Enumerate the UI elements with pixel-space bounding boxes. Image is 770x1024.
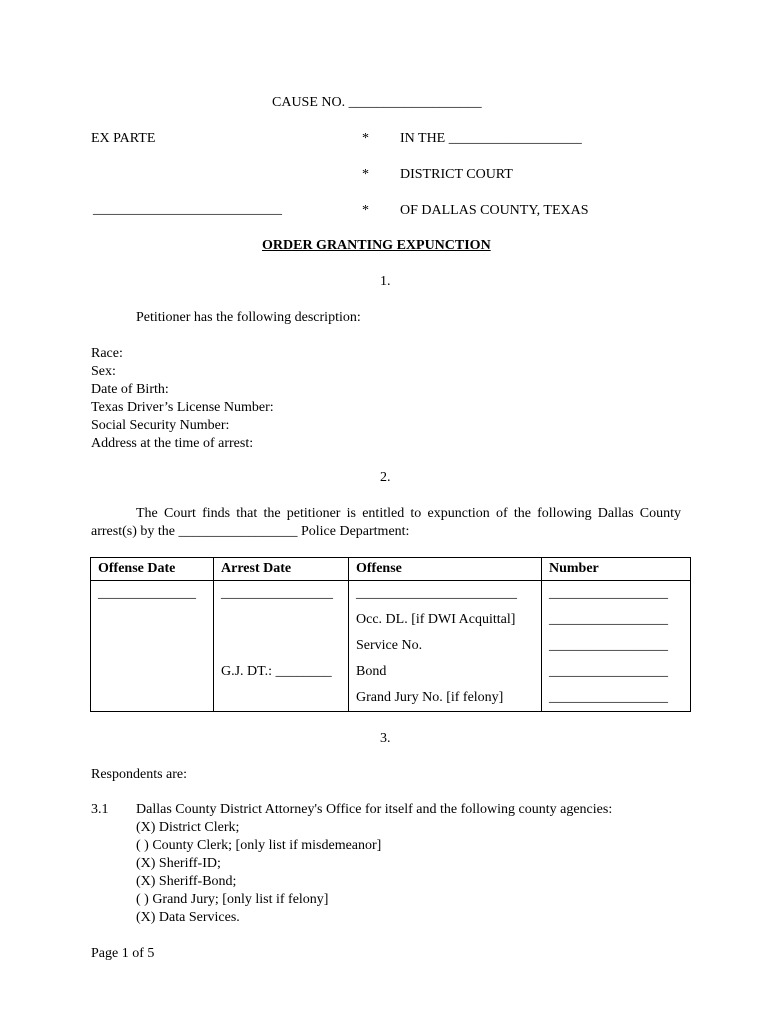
caption-star: * <box>362 167 369 182</box>
field-date-of-birth: Date of Birth: <box>91 382 169 397</box>
item-3-1-text: Dallas County District Attorney's Office for itself and the following county agencies: <box>136 802 613 817</box>
caption-star: * <box>362 203 369 218</box>
grand-jury-date: G.J. DT.: ________ <box>221 664 332 679</box>
grand-jury-no-label: Grand Jury No. [if felony] <box>356 690 504 705</box>
court-line-in-the: IN THE ___________________ <box>400 131 582 146</box>
agency-sheriff-bond: (X) Sheriff-Bond; <box>136 874 237 889</box>
header-arrest-date: Arrest Date <box>214 558 349 581</box>
ex-parte-label: EX PARTE <box>91 131 156 146</box>
header-number: Number <box>542 558 691 581</box>
court-line-county: OF DALLAS COUNTY, TEXAS <box>400 203 589 218</box>
arrest-date-blank: ________________ <box>221 586 333 601</box>
agency-district-clerk: (X) District Clerk; <box>136 820 240 835</box>
field-address: Address at the time of arrest: <box>91 436 254 451</box>
field-race: Race: <box>91 346 123 361</box>
offense-blank: _______________________ <box>356 586 517 601</box>
court-line-district: DISTRICT COURT <box>400 167 513 182</box>
item-number-3-1: 3.1 <box>91 802 109 817</box>
offense-cell <box>349 581 542 712</box>
arrest-date-cell <box>214 581 349 712</box>
header-offense-date: Offense Date <box>91 558 214 581</box>
field-drivers-license: Texas Driver’s License Number: <box>91 400 274 415</box>
section-number-1: 1. <box>380 274 391 289</box>
page-number: Page 1 of 5 <box>91 946 155 961</box>
number-blank: _________________ <box>549 612 668 627</box>
field-sex: Sex: <box>91 364 116 379</box>
number-blank: _________________ <box>549 638 668 653</box>
number-blank: _________________ <box>549 664 668 679</box>
field-ssn: Social Security Number: <box>91 418 230 433</box>
order-title: ORDER GRANTING EXPUNCTION <box>262 238 491 253</box>
header-offense: Offense <box>349 558 542 581</box>
petitioner-name-blank: ___________________________ <box>93 202 282 217</box>
table-row <box>91 581 691 712</box>
offense-date-blank: ______________ <box>98 586 196 601</box>
table-header-row <box>91 558 691 581</box>
section-number-2: 2. <box>380 470 391 485</box>
offense-table <box>90 557 691 712</box>
bond-label: Bond <box>356 664 387 679</box>
agency-sheriff-id: (X) Sheriff-ID; <box>136 856 221 871</box>
service-no-label: Service No. <box>356 638 423 653</box>
number-blank: _________________ <box>549 586 668 601</box>
findings-paragraph: The Court finds that the petitioner is entitled to expunction of the following Dallas County arrest(s) by the _________________ Police Department: <box>91 506 681 539</box>
agency-county-clerk: ( ) County Clerk; [only list if misdemeanor] <box>136 838 382 853</box>
section-number-3: 3. <box>380 731 391 746</box>
number-cell <box>542 581 691 712</box>
number-blank: _________________ <box>549 690 668 705</box>
offense-date-cell <box>91 581 214 712</box>
cause-number: CAUSE NO. ___________________ <box>272 95 482 110</box>
occ-dl-label: Occ. DL. [if DWI Acquittal] <box>356 612 516 627</box>
agency-grand-jury: ( ) Grand Jury; [only list if felony] <box>136 892 329 907</box>
agency-data-services: (X) Data Services. <box>136 910 240 925</box>
caption-star: * <box>362 131 369 146</box>
respondents-intro: Respondents are: <box>91 767 188 782</box>
description-intro: Petitioner has the following description: <box>136 310 361 325</box>
